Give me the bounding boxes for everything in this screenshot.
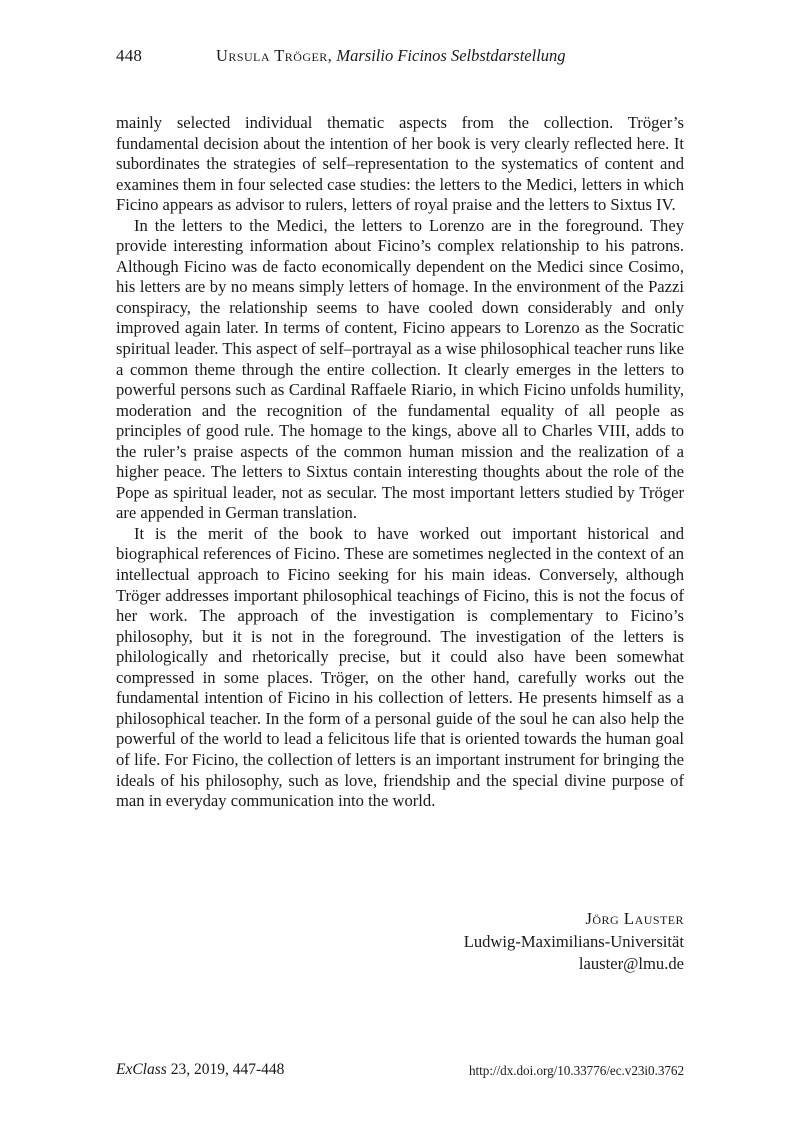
- footer-citation-detail: 23, 2019, 447-448: [166, 1061, 285, 1078]
- page-footer: [116, 1059, 684, 1081]
- running-head-book-title: Marsilio Ficinos Selbstdarstellung: [336, 46, 566, 65]
- signature-affiliation: Ludwig-Maximilians-Universität: [463, 931, 684, 951]
- page-number: 448: [116, 46, 143, 65]
- running-head: [116, 44, 684, 68]
- signature-email: lauster@lmu.de: [578, 954, 684, 974]
- footer-citation: [116, 1059, 284, 1081]
- running-head-title: [216, 44, 566, 68]
- footer-journal-name: ExClass: [116, 1061, 167, 1078]
- body-text-column: [116, 113, 684, 812]
- running-head-author: Ursula Tröger,: [216, 46, 333, 65]
- footer-doi-link[interactable]: http://dx.doi.org/10.33776/ec.v23i0.3762: [469, 1063, 684, 1078]
- body-paragraph: It is the merit of the book to have worked out important historical and biographical references of Ficino. These are sometimes neglected in the context of an intellectual approach to Ficino seeking for his main ideas. Conversely, although Tröger addresses important philosophical teachings of Ficino, this is not the focus of her work. The approach of the investigation is complementary to Ficino’s philosophy, but it is not in the foreground. The investigation of the letters is philologically and rhetorically precise, but it could also have been somewhat compressed in some places. Tröger, on the other hand, carefully works out the fundamental intention of Ficino in his collection of letters. He presents himself as a philosophical teacher. In the form of a personal guide of the soul he can also help the powerful of the world to lead a felicitous life that is oriented towards the human goal of life. For Ficino, the collection of letters is an important instrument for bringing the ideals of his philosophy, such as love, friendship and the special divine purpose of man in everyday communication into the world.: [116, 523, 684, 811]
- signature-author-name: Jörg Lauster: [585, 909, 684, 928]
- body-paragraph: In the letters to the Medici, the letters to Lorenzo are in the foreground. They provide interesting information about Ficino’s complex relationship to his patrons. Although Ficino was de facto economically dependent on the Medici since Cosimo, his letters are by no means simply letters of homage. In the environment of the Pazzi conspiracy, the relationship seems to have cooled down considerably and only improved again later. In terms of content, Ficino appears to Lorenzo as the Socratic spiritual leader. This aspect of self–portrayal as a wise philosophical teacher runs like a common theme through the entire collection. It clearly emerges in the letters to powerful persons such as Cardinal Raffaele Riario, in which Ficino unfolds humility, moderation and the recognition of the fundamental equality of all people as principles of good rule. The homage to the kings, above all to Charles VIII, adds to the ruler’s praise aspects of the common human mission and the realization of a higher peace. The letters to Sixtus contain interesting thoughts about the role of the Pope as spiritual leader, not as secular. The most important letters studied by Tröger are appended in German translation.: [116, 215, 684, 523]
- signature-block: [116, 908, 684, 976]
- body-paragraph: mainly selected individual thematic aspects from the collection. Tröger’s fundamental decision about the intention of her book is very clearly reflected here. It subordinates the strategies of self–representation to the systematics of content and examines them in four selected case studies: the letters to the Medici, letters in which Ficino appears as advisor to rulers, letters of royal praise and the letters to Sixtus IV.: [116, 113, 684, 215]
